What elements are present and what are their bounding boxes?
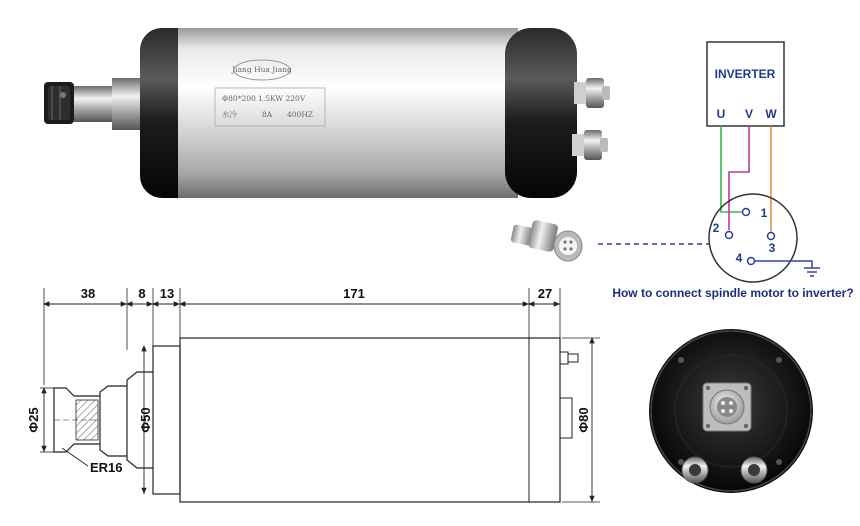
ground-wire (755, 261, 812, 268)
pin-4 (748, 258, 755, 265)
collet-nut (44, 82, 74, 124)
nameplate-spec: Φ80*200 1.5KW 220V (222, 94, 306, 103)
dim-flange-length: 13 (159, 286, 175, 301)
dim-body-diameter: Φ80 (576, 407, 591, 433)
dim-collet-length: 38 (80, 286, 96, 301)
plug-pinout-circle (709, 194, 797, 282)
pin-4-label: 4 (735, 251, 743, 265)
terminal-u-label: U (716, 107, 726, 121)
ground-icon (804, 268, 820, 276)
drawing-collet-outline (100, 386, 127, 456)
drawing-flange-outline (153, 346, 180, 494)
collet-type-label: ER16 (90, 460, 123, 475)
pin-3-label: 3 (768, 241, 776, 255)
dim-collet-diameter: Φ25 (26, 407, 41, 433)
pin-2 (726, 232, 733, 239)
nameplate-cooling: 水冷 (222, 110, 237, 119)
motor-end-view-photo (649, 329, 813, 493)
wiring-caption: How to connect spindle motor to inverter? (612, 286, 854, 300)
dim-rear-length: 27 (537, 286, 553, 301)
spindle-shaft (74, 86, 114, 122)
inverter-label: INVERTER (714, 67, 776, 81)
pin-2-label: 2 (712, 221, 720, 235)
aviation-plug-photo (510, 220, 582, 261)
motor-photo (44, 28, 610, 198)
spindle-nose (112, 78, 140, 130)
pin-1 (743, 209, 750, 216)
wiring-diagram (598, 42, 854, 300)
nameplate-current: 8A (262, 110, 273, 119)
brand-logo-text: Jiang Hua Jiang (232, 65, 292, 74)
pin-3 (768, 233, 775, 240)
terminal-w-label: W (765, 107, 777, 121)
rear-cap (505, 28, 577, 198)
terminal-v-label: V (744, 107, 754, 121)
nameplate-frequency: 400HZ (287, 110, 314, 119)
water-fitting-bottom (572, 130, 608, 160)
drawing-body-outline (180, 338, 560, 502)
dim-body-length: 171 (343, 286, 365, 301)
pin-1-label: 1 (760, 206, 768, 220)
dim-neck-diameter: Φ50 (138, 407, 153, 433)
water-fitting-top (574, 78, 610, 108)
dim-neck-length: 8 (138, 286, 146, 301)
dimension-drawing (40, 288, 600, 502)
